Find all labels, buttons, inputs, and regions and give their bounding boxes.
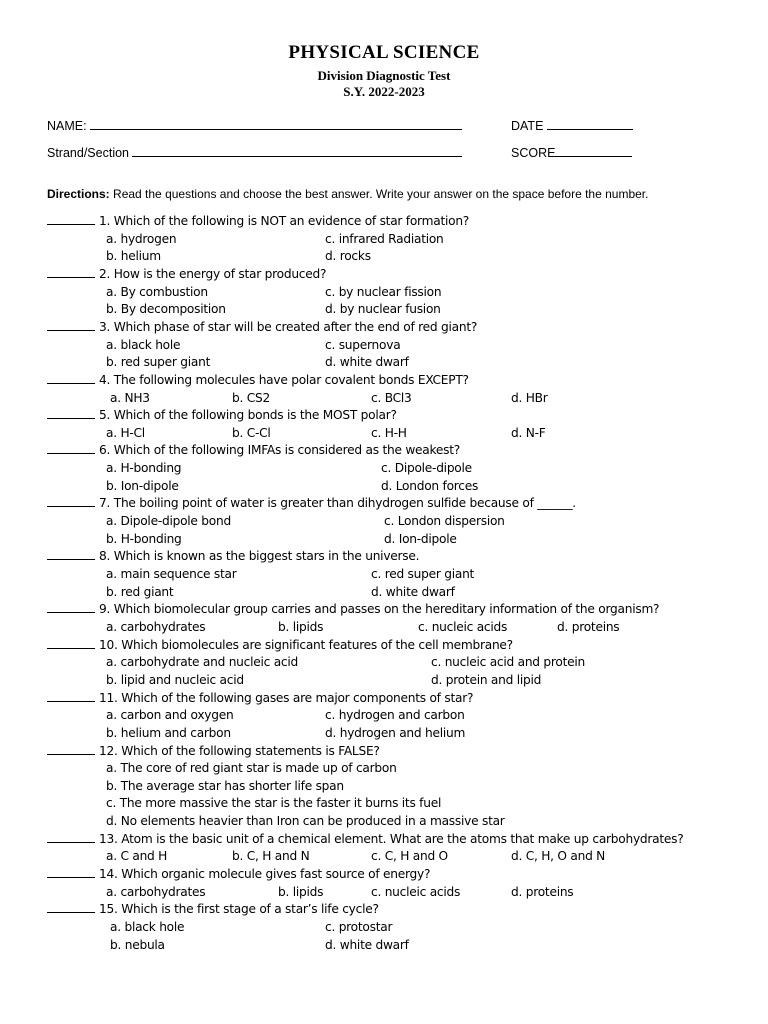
option-d: d. rocks	[325, 249, 371, 264]
strand-section-blank[interactable]	[132, 144, 462, 157]
school-year: S.Y. 2022-2023	[343, 84, 425, 99]
question-text: 13. Atom is the basic unit of a chemical element. What are the atoms that make up carbohydrates?	[99, 831, 684, 846]
option-a: a. H-Cl	[106, 425, 145, 440]
question-text: 1. Which of the following is NOT an evidence of star formation?	[99, 214, 470, 228]
option-a: a. C and H	[106, 849, 168, 864]
option-b: b. CS2	[232, 390, 270, 405]
question-15	[47, 900, 379, 918]
option-a: a. carbohydrate and nucleic acid	[106, 655, 298, 670]
answer-blank[interactable]	[47, 742, 95, 755]
answer-blank[interactable]	[47, 494, 95, 507]
question-text: 4. The following molecules have polar covalent bonds EXCEPT?	[99, 372, 469, 387]
question-text: 12. Which of the following statements is FALSE?	[99, 743, 380, 758]
date-blank[interactable]	[547, 117, 633, 130]
strand-section-field	[47, 144, 462, 160]
question-12	[47, 742, 380, 760]
answer-blank[interactable]	[47, 900, 95, 913]
option-c: c. nucleic acid and protein	[431, 655, 585, 670]
question-10	[47, 636, 513, 654]
option-a: a. carbohydrates	[106, 884, 206, 899]
question-5	[47, 406, 397, 424]
option-b: b. red giant	[106, 584, 174, 599]
directions-label: Directions:	[47, 187, 110, 201]
option-a: a. carbon and oxygen	[106, 708, 234, 723]
option-c: c. Dipole-dipole	[381, 461, 472, 476]
option-b: b. helium	[106, 249, 161, 264]
test-subtitle: Division Diagnostic Test	[317, 68, 451, 83]
option-d: d. N-F	[511, 425, 546, 440]
option-a: a. Dipole-dipole bond	[106, 514, 231, 529]
answer-blank[interactable]	[47, 689, 95, 702]
question-8	[47, 547, 419, 565]
answer-blank[interactable]	[47, 406, 95, 419]
score-field	[511, 144, 632, 160]
option-d: d. C, H, O and N	[511, 849, 606, 864]
question-text: 8. Which is known as the biggest stars in the universe.	[99, 549, 420, 564]
date-label: DATE	[511, 119, 544, 133]
option-b: b. The average star has shorter life span	[106, 778, 344, 793]
question-text: 10. Which biomolecules are significant features of the cell membrane?	[99, 637, 513, 652]
answer-blank[interactable]	[47, 265, 95, 278]
question-text: 7. The boiling point of water is greater than dihydrogen sulfide because of ______.	[99, 496, 576, 511]
question-text: 15. Which is the first stage of a star’s life cycle?	[99, 902, 379, 917]
question-1	[47, 212, 469, 230]
option-d: d. protein and lipid	[431, 672, 542, 687]
question-11	[47, 689, 473, 707]
option-d: d. hydrogen and helium	[325, 725, 466, 740]
option-d: d. proteins	[511, 884, 574, 899]
option-a: a. main sequence star	[106, 567, 237, 581]
option-b: b. lipids	[278, 619, 324, 634]
answer-blank[interactable]	[47, 865, 95, 878]
answer-blank[interactable]	[47, 371, 95, 384]
answer-blank[interactable]	[47, 830, 95, 843]
question-text: 5. Which of the following bonds is the MOST polar?	[99, 408, 397, 423]
option-a: a. NH3	[110, 390, 150, 405]
option-c: c. protostar	[325, 920, 393, 934]
answer-blank[interactable]	[47, 547, 95, 560]
option-d: d. No elements heavier than Iron can be produced in a massive star	[106, 814, 505, 829]
option-d: d. proteins	[557, 619, 620, 634]
option-a: a. By combustion	[106, 284, 208, 299]
question-13	[47, 830, 684, 848]
option-a: a. black hole	[110, 920, 185, 934]
option-c: c. H-H	[371, 425, 407, 440]
option-c: c. infrared Radiation	[325, 231, 444, 246]
page-title: PHYSICAL SCIENCE	[288, 42, 480, 63]
option-b: b. nebula	[110, 937, 165, 952]
option-b: b. lipids	[278, 884, 324, 899]
option-a: a. The core of red giant star is made up of carbon	[106, 761, 397, 776]
option-c: c. by nuclear fission	[325, 284, 442, 299]
score-label: SCORE	[511, 146, 556, 160]
option-a: a. H-bonding	[106, 461, 182, 476]
option-a: a. carbohydrates	[106, 619, 206, 634]
option-c: c. BCl3	[371, 390, 412, 405]
option-c: c. supernova	[325, 337, 401, 352]
option-b: b. C, H and N	[232, 849, 310, 864]
question-text: 6. Which of the following IMFAs is considered as the weakest?	[99, 443, 460, 458]
option-b: b. H-bonding	[106, 531, 182, 546]
option-c: c. London dispersion	[384, 514, 505, 529]
answer-blank[interactable]	[47, 212, 95, 225]
option-b: b. red super giant	[106, 355, 211, 370]
question-text: 2. How is the energy of star produced?	[99, 266, 327, 281]
question-text: 14. Which organic molecule gives fast source of energy?	[99, 867, 431, 882]
option-d: d. by nuclear fusion	[325, 302, 441, 317]
question-7	[47, 494, 576, 512]
question-text: 11. Which of the following gases are major components of star?	[99, 690, 474, 705]
name-label: NAME:	[47, 119, 87, 133]
name-field	[47, 117, 462, 133]
option-b: b. C-Cl	[232, 425, 271, 440]
answer-blank[interactable]	[47, 636, 95, 649]
option-c: c. nucleic acids	[371, 884, 461, 899]
question-14	[47, 865, 430, 883]
score-blank[interactable]	[555, 144, 632, 157]
option-c: c. nucleic acids	[418, 619, 508, 634]
name-blank[interactable]	[90, 117, 462, 130]
option-c: c. The more massive the star is the faster it burns its fuel	[106, 796, 442, 811]
option-c: c. red super giant	[371, 567, 475, 581]
option-d: d. white dwarf	[325, 355, 409, 370]
question-text: 9. Which biomolecular group carries and passes on the hereditary information of the organism?	[99, 602, 660, 617]
question-3	[47, 318, 477, 336]
option-b: b. lipid and nucleic acid	[106, 672, 244, 687]
option-a: a. black hole	[106, 337, 181, 352]
option-c: c. C, H and O	[371, 849, 448, 864]
answer-blank[interactable]	[47, 318, 95, 331]
question-text: 3. Which phase of star will be created after the end of red giant?	[99, 319, 478, 334]
directions-text: Read the questions and choose the best answer. Write your answer on the space before the number.	[113, 187, 649, 201]
option-c: c. hydrogen and carbon	[325, 708, 465, 723]
option-d: d. HBr	[511, 390, 548, 405]
answer-blank[interactable]	[47, 441, 95, 454]
option-b: b. By decomposition	[106, 302, 226, 317]
option-b: b. Ion-dipole	[106, 478, 179, 493]
answer-blank[interactable]	[47, 600, 95, 613]
option-d: d. white dwarf	[371, 584, 455, 599]
question-2	[47, 265, 326, 283]
option-a: a. hydrogen	[106, 231, 177, 246]
question-6	[47, 441, 460, 459]
question-9	[47, 600, 659, 618]
strand-section-label: Strand/Section	[47, 146, 129, 160]
option-d: d. white dwarf	[325, 937, 409, 952]
option-d: d. London forces	[381, 478, 479, 493]
directions	[47, 187, 648, 201]
date-field	[511, 117, 633, 133]
question-4	[47, 371, 469, 389]
option-b: b. helium and carbon	[106, 725, 231, 740]
option-d: d. Ion-dipole	[384, 531, 457, 546]
